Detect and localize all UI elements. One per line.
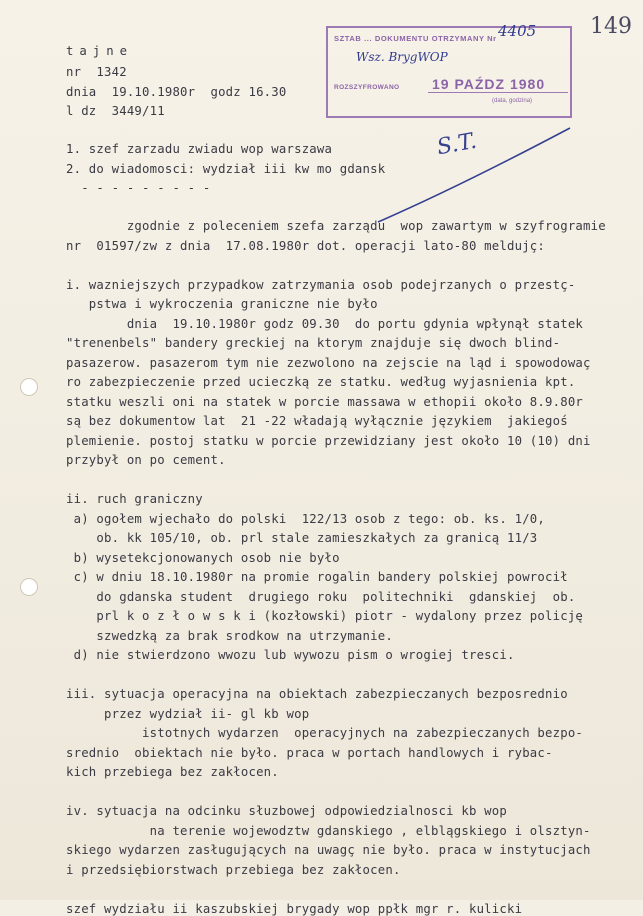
body-line: pasazerow. pasazerom tym nie zezwolono na zejscie na ląd i spowodowaç (66, 356, 591, 370)
body-line: szwedzką za brak srodkow na utrzymanie. (66, 629, 393, 643)
body-line: "trenenbels" bandery greckiej na ktorym znajduje się dwoch blind- (66, 336, 561, 350)
stamp-date: 19 PAŹDZ 1980 (432, 76, 546, 92)
body-line: b) wysetekcjonowanych osob nie było (66, 551, 340, 565)
body-line: i. wazniejszych przypadkow zatrzymania osob podejrzanych o przestç- (66, 278, 576, 292)
body-line: ro zabezpieczenie przed ucieczką ze statku. według wyjasnienia kpt. (66, 375, 576, 389)
body-line: statku weszli oni na statek w porcie massawa w ethopii około 8.9.80r (66, 395, 584, 409)
body-line: i przedsiębiorstwach przebiega bez zakłocen. (66, 863, 401, 877)
body-line: szef wydziału ii kaszubskiej brygady wop ppłk mgr r. kulicki (66, 902, 523, 916)
body-line: zgodnie z poleceniem szefa zarządu wop zawartym w szyfrogramie (66, 219, 606, 233)
stamp-label: ROZSZYFROWANO (334, 84, 400, 91)
handwritten-initials: S.T. (435, 128, 479, 161)
recipient-line: 1. szef zarzadu zwiadu wop warszawa (66, 142, 333, 156)
body-line: dnia 19.10.1980r godz 09.30 do portu gdynia wpłynął statek (66, 317, 584, 331)
body-line: a) ogołem wjechało do polski 122/13 osob z tego: ob. ks. 1/0, (66, 512, 546, 526)
body-line: przybył on po cement. (66, 453, 226, 467)
pen-stroke-line (378, 128, 570, 222)
classification: tajne (66, 44, 134, 58)
body-line: na terenie wojewodztw gdanskiego , elblągskiego i olsztyn- (66, 824, 591, 838)
message-date: dnia 19.10.1980r godz 16.30 (66, 85, 287, 99)
message-number: nr 1342 (66, 65, 127, 79)
body-line: przez wydział ii- gl kb wop (66, 707, 310, 721)
body-line: pstwa i wykroczenia graniczne nie było (66, 297, 378, 311)
recipient-separator: - - - - - - - - - (66, 181, 211, 195)
body-line: nr 01597/zw z dnia 17.08.1980r dot. operacji lato-80 meldujç: (66, 239, 546, 253)
body-line: iii. sytuacja operacyjna na obiektach zabezpieczanych bezposrednio (66, 687, 568, 701)
stamp-number: 4405 (498, 22, 537, 40)
body-line: c) w dniu 18.10.1980r na promie rogalin bandery polskiej powrocił (66, 570, 568, 584)
folio-number: 149 (590, 14, 632, 39)
body-line: prl k o z ł o w s k i (kozłowski) piotr - wydalony przez policję (66, 609, 584, 623)
body-line: kich przebiega bez zakłocen. (66, 765, 279, 779)
body-line: srednio obiektach nie było. praca w portach handlowych i rybac- (66, 746, 553, 760)
body-line: iv. sytuacja na odcinku słuzbowej odpowiedzialnosci kb wop (66, 804, 507, 818)
stamp-header: SZTAB ... DOKUMENTU OTRZYMANY Nr (334, 34, 497, 43)
recipient-line: 2. do wiadomosci: wydział iii kw mo gdansk (66, 162, 386, 176)
body-line: do gdanska student drugiego roku politechniki gdanskiej ob. (66, 590, 576, 604)
body-line: plemienie. postoj statku w porcie przewidziany jest około 10 (10) dni (66, 434, 591, 448)
body-line: d) nie stwierdzono wwozu lub wywozu pism o wrogiej tresci. (66, 648, 515, 662)
body-line: są bez dokumentow lat 21 -22 władają wyłącznie językiem jakiegoś (66, 414, 568, 428)
body-line: ii. ruch graniczny (66, 492, 203, 506)
body-line: skiego wydarzen zasługujących na uwagç nie było. praca w instytucjach (66, 843, 591, 857)
stamp-caption: (data, godzina) (492, 98, 533, 104)
body-line: istotnych wydarzen operacyjnych na zabezpieczanych bezpo- (66, 726, 584, 740)
stamp-handwritten-note: Wsz. BrygWOP (356, 50, 448, 64)
body-line: ob. kk 105/10, ob. prl stale zamieszkałych za granicą 11/3 (66, 531, 538, 545)
reference-number: l dz 3449/11 (66, 104, 165, 118)
